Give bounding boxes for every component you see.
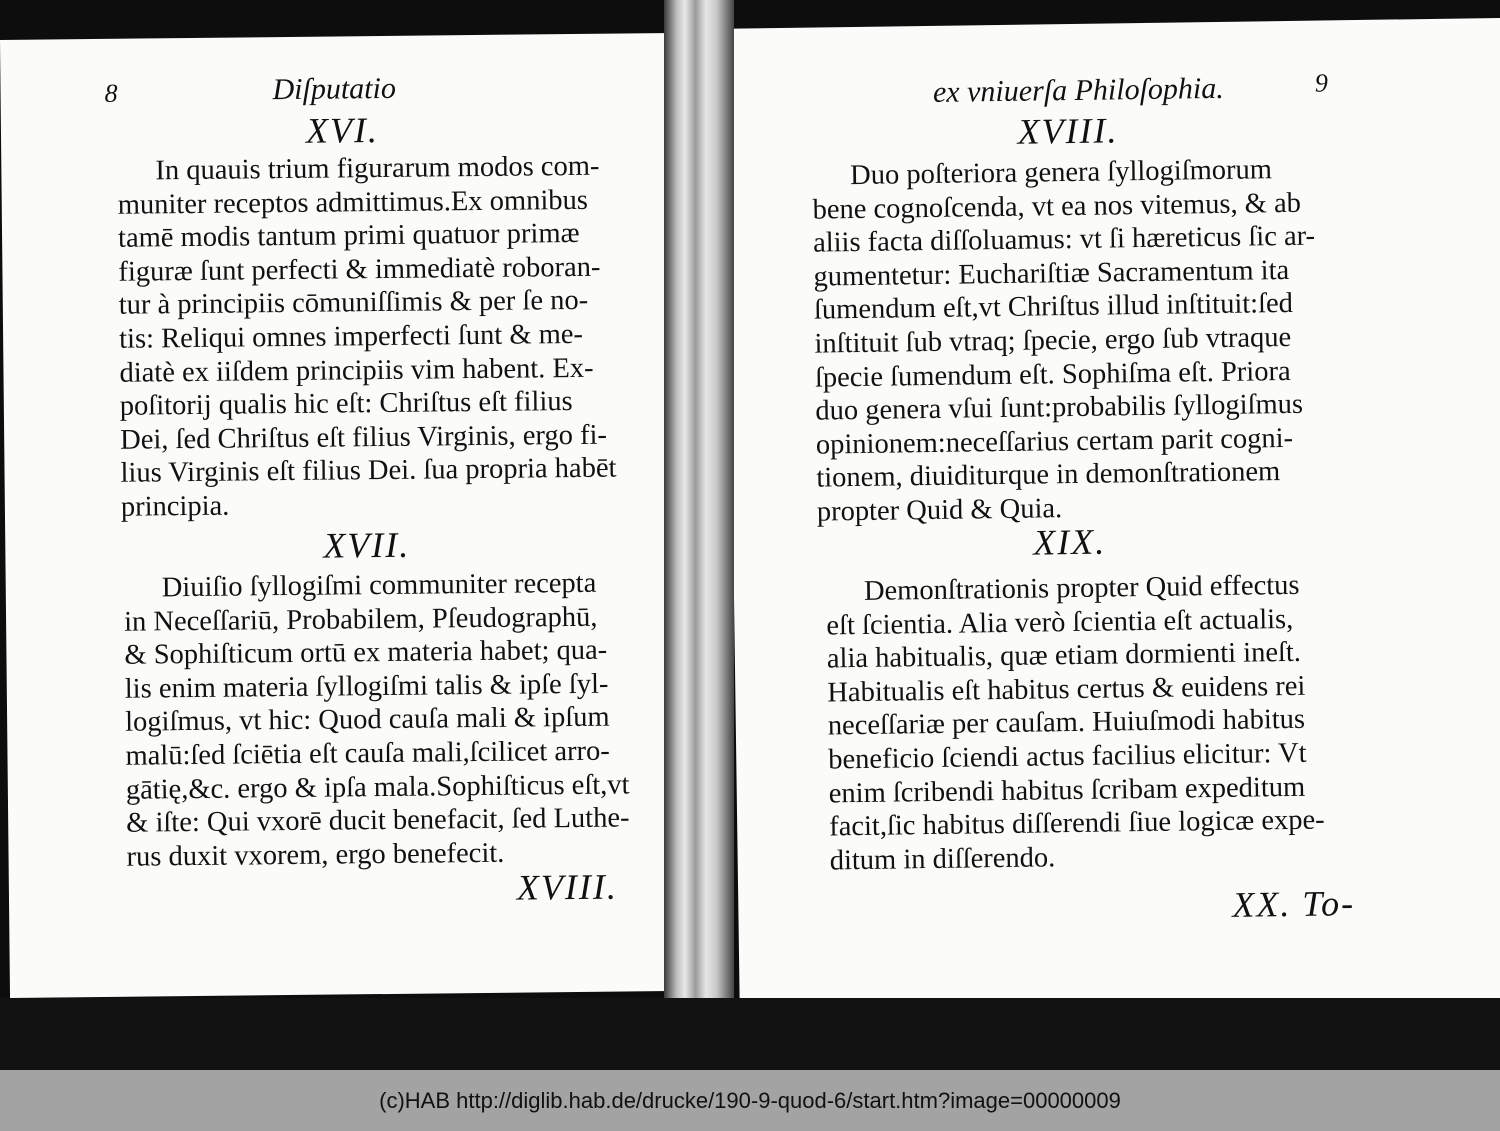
text-line: malū:ſed ſciētia eſt cauſa mali,ſcilicet arro- (125, 735, 610, 772)
section-heading-xviii: XVIII. (1017, 110, 1119, 152)
text-line: duo genera vſui ſunt:probabilis ſyllogiſmus (815, 388, 1304, 427)
text-line: rus duxit vxorem, ergo benefecit. (126, 837, 505, 873)
text-line: propter Quid & Quia. (816, 493, 1063, 528)
source-footer (0, 1070, 1500, 1131)
text-line: & iſte: Qui vxorē ducit benefacit, ſed Luthe- (126, 802, 630, 839)
book-gutter (664, 0, 734, 1070)
page-number: 8 (104, 78, 118, 108)
text-line: poſitorij qualis hic eſt: Chriſtus eſt filius (119, 386, 573, 422)
text-line: Diuiſio ſyllogiſmi communiter recepta (161, 567, 597, 604)
text-line: tionem, diuiditurque in demonſtrationem (816, 456, 1281, 494)
text-line: beneficio ſciendi actus facilius elicitur: Vt (828, 737, 1307, 776)
running-head: ex vniuerſa Philoſophia. (932, 71, 1224, 109)
paragraph-xviii (812, 152, 1333, 529)
running-head: Diſputatio (272, 71, 397, 107)
text-line: opinionem:neceſſarius certam parit cogni- (815, 422, 1294, 461)
text-line: alia habitualis, quæ etiam dormienti ineſt. (826, 637, 1302, 675)
catchword: XVIII. (516, 866, 619, 908)
paragraph-xvi (117, 150, 617, 525)
text-line: figuræ ſunt perfecti & immediatè roboran- (118, 251, 601, 288)
text-line: neceſſariæ per cauſam. Huiuſmodi habitus (827, 704, 1306, 742)
section-heading-xvi: XVI. (305, 110, 380, 151)
text-line: principia. (120, 490, 230, 523)
text-line: ditum in diſſerendo. (829, 842, 1056, 877)
catchword: XX. To- (1232, 883, 1356, 925)
text-line: in Neceſſariū, Probabilem, Pſeudographū, (123, 601, 598, 638)
right-page (726, 18, 1500, 1019)
text-line: tur à principiis cōmuniſſimis & per ſe no- (118, 285, 589, 322)
text-line: aliis facta diſſoluamus: vt ſi hæreticus ſic ar- (812, 220, 1316, 259)
source-url-text: (c)HAB http://diglib.hab.de/drucke/190-9-quod-6/start.htm?image=00000009 (379, 1087, 1121, 1113)
text-line: gātię,&c. ergo & ipſa mala.Sophiſticus eſt,vt (125, 769, 630, 806)
text-line: bene cognoſcenda, vt ea nos vitemus, & ab (812, 187, 1302, 226)
text-line: enim ſcribendi habitus ſcribam expeditum (828, 771, 1306, 810)
page-number: 9 (1314, 68, 1329, 98)
text-line: facit,ſic habitus diſſerendi ſiue logicæ expe- (829, 804, 1325, 843)
text-line: Duo poſteriora genera ſyllogiſmorum (849, 154, 1273, 192)
text-line: lis enim materia ſyllogiſmi talis & ipſe ſyl- (124, 668, 609, 705)
text-line: Dei, ſed Chriſtus eſt filius Virginis, ergo fi- (120, 419, 608, 456)
text-line: inſtituit ſub vtraq; ſpecie, ergo ſub vtraque (814, 321, 1292, 360)
text-line: logiſmus, vt hic: Quod cauſa mali & ipſum (124, 702, 610, 739)
text-line: eſt ſcientia. Alia verò ſcientia eſt actualis, (826, 603, 1294, 642)
text-line: lius Virginis eſt filius Dei. ſua propria habēt (120, 452, 617, 490)
text-line: Demonſtrationis propter Quid effectus (863, 569, 1300, 607)
text-line: & Sophiſticum ortū ex materia habet; qua- (124, 634, 608, 671)
scan-bottom-edge (0, 998, 1500, 1070)
text-line: tamē modis tantum primi quatuor primæ (117, 218, 580, 254)
text-line: Habitualis eſt habitus certus & euidens rei (827, 670, 1306, 709)
text-line: In quauis trium figurarum modos com- (155, 150, 600, 187)
section-heading-xix: XIX. (1032, 521, 1107, 563)
left-page (0, 33, 682, 998)
text-line: tis: Reliqui omnes imperfecti ſunt & me- (118, 318, 584, 355)
text-line: gumentetur: Euchariſtiæ Sacramentum ita (813, 254, 1290, 293)
section-heading-xvii: XVII. (323, 524, 411, 566)
paragraph-xvii (123, 567, 630, 874)
text-line: ſpecie ſumendum eſt. Sophiſma eſt. Priora (814, 355, 1291, 394)
text-line: diatè ex iiſdem principiis vim habent. Ex- (119, 352, 594, 389)
paragraph-xix (826, 568, 1344, 877)
text-line: ſumendum eſt,vt Chriſtus illud inſtituit:ſed (813, 288, 1294, 326)
text-line: muniter receptos admittimus.Ex omnibus (117, 184, 589, 221)
